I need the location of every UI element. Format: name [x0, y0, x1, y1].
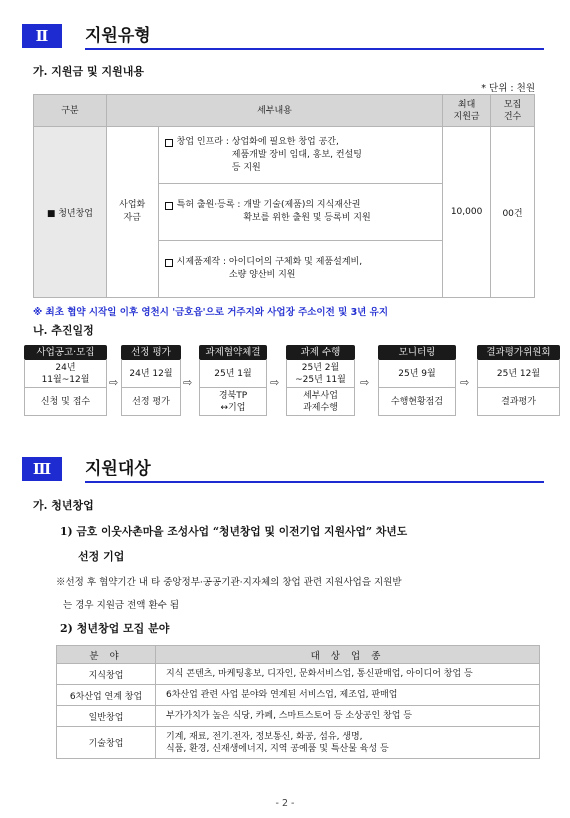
header-industry: 대 상 업 종 — [156, 646, 540, 664]
section-number: Ⅲ — [22, 457, 62, 481]
support-table — [33, 94, 535, 298]
table-row — [57, 685, 540, 706]
section-underline — [85, 481, 544, 483]
step-desc: 선정 평가 — [121, 388, 181, 416]
step-date: 25년 2월 ~25년 11월 — [286, 360, 355, 388]
eligibility-item-1: 1) 금호 이웃사촌마을 조성사업 “청년창업 및 이전기업 지원사업” 차년도 — [60, 525, 408, 538]
field-cell: 일반창업 — [57, 706, 156, 727]
arrow-icon: ⇨ — [460, 376, 470, 389]
header-max-amount: 최대 지원금 — [443, 95, 491, 127]
step-title: 과제 수행 — [286, 345, 355, 360]
relocation-note: ※ 최초 협약 시작일 이후 영천시 '금호읍'으로 거주지와 사업장 주소이전 및 3년 유지 — [33, 307, 389, 318]
refund-note-cont: 는 경우 지원금 전액 환수 됨 — [63, 600, 180, 611]
recruit-field-table — [56, 645, 540, 759]
schedule-step — [121, 345, 181, 416]
detail-cell: 창업 인프라 : 상업화에 필요한 창업 공간, 제품개발 장비 임대, 홍보, 컨설팅 등 지원 — [158, 127, 442, 184]
section-header-2 — [22, 24, 544, 50]
refund-note: ※선정 후 협약기간 내 타 중앙정부·공공기관·지자체의 창업 관련 지원사업을 지원받 — [56, 577, 402, 588]
table-row — [57, 664, 540, 685]
field-cell: 6차산업 연계 창업 — [57, 685, 156, 706]
step-desc: 수행현황점검 — [378, 388, 456, 416]
schedule-step — [477, 345, 560, 416]
step-desc: 세부사업 과제수행 — [286, 388, 355, 416]
table-row — [57, 706, 540, 727]
industry-cell: 6차산업 관련 사업 분야와 연계된 서비스업, 제조업, 판매업 — [156, 685, 540, 706]
subheading-youth-startup: 가. 청년창업 — [33, 499, 94, 512]
table-header-row — [57, 646, 540, 664]
count-cell: 00건 — [491, 127, 535, 298]
section-underline — [85, 48, 544, 50]
section-title: 지원대상 — [85, 459, 151, 479]
table-row — [57, 727, 540, 759]
arrow-icon: ⇨ — [360, 376, 370, 389]
subheading-support-content: 가. 지원금 및 지원내용 — [33, 65, 144, 78]
industry-cell: 부가가치가 높은 식당, 카페, 스마트스토어 등 소상공인 창업 등 — [156, 706, 540, 727]
section-title: 지원유형 — [85, 26, 151, 46]
schedule-step — [199, 345, 267, 416]
schedule-step — [378, 345, 456, 416]
field-cell: 지식창업 — [57, 664, 156, 685]
header-category: 구분 — [34, 95, 107, 127]
page-number: - 2 - — [275, 798, 295, 809]
category-cell: ■ 청년창업 — [34, 127, 107, 298]
checkbox-icon — [165, 259, 173, 267]
step-date: 25년 1월 — [199, 360, 267, 388]
detail-cell: 특허 출원·등록 : 개발 기술(제품)의 지식재산권 확보를 위한 출원 및 등록비 지원 — [158, 184, 442, 241]
eligibility-item-2: 2) 청년창업 모집 분야 — [60, 622, 170, 635]
subheading-schedule: 나. 추진일정 — [33, 324, 94, 337]
step-desc: 경북TP ↔기업 — [199, 388, 267, 416]
detail-cell: 시제품제작 : 아이디어의 구체화 및 제품설계비, 소량 양산비 지원 — [158, 241, 442, 298]
step-desc: 신청 및 접수 — [24, 388, 107, 416]
schedule-step — [24, 345, 107, 416]
unit-note: * 단위 : 천원 — [481, 83, 535, 94]
industry-cell: 지식 콘텐츠, 마케팅홍보, 디자인, 문화서비스업, 통신판매업, 아이디어 창업 등 — [156, 664, 540, 685]
step-date: 24년 11월~12월 — [24, 360, 107, 388]
step-date: 25년 12월 — [477, 360, 560, 388]
checkbox-icon — [165, 139, 173, 147]
field-cell: 기술창업 — [57, 727, 156, 759]
arrow-icon: ⇨ — [270, 376, 280, 389]
checkbox-icon — [165, 202, 173, 210]
step-date: 25년 9월 — [378, 360, 456, 388]
header-count: 모집 건수 — [491, 95, 535, 127]
header-detail: 세부내용 — [106, 95, 442, 127]
step-title: 모니터링 — [378, 345, 456, 360]
subcategory-cell: 사업화 자금 — [106, 127, 158, 298]
step-title: 과제협약체결 — [199, 345, 267, 360]
arrow-icon: ⇨ — [183, 376, 193, 389]
table-header-row — [34, 95, 535, 127]
section-header-3 — [22, 457, 544, 483]
step-title: 사업공고·모집 — [24, 345, 107, 360]
step-date: 24년 12월 — [121, 360, 181, 388]
eligibility-item-1-cont: 선정 기업 — [78, 550, 125, 563]
header-field: 분 야 — [57, 646, 156, 664]
section-number: Ⅱ — [22, 24, 62, 48]
schedule-step — [286, 345, 355, 416]
max-amount-cell: 10,000 — [443, 127, 491, 298]
arrow-icon: ⇨ — [109, 376, 119, 389]
step-desc: 결과평가 — [477, 388, 560, 416]
step-title: 결과평가위원회 — [477, 345, 560, 360]
industry-cell: 기계, 재료, 전기.전자, 정보통신, 화공, 섬유, 생명, 식품, 환경, 신재생에너지, 지역 공예품 및 특산물 육성 등 — [156, 727, 540, 759]
table-row — [34, 127, 535, 184]
step-title: 선정 평가 — [121, 345, 181, 360]
